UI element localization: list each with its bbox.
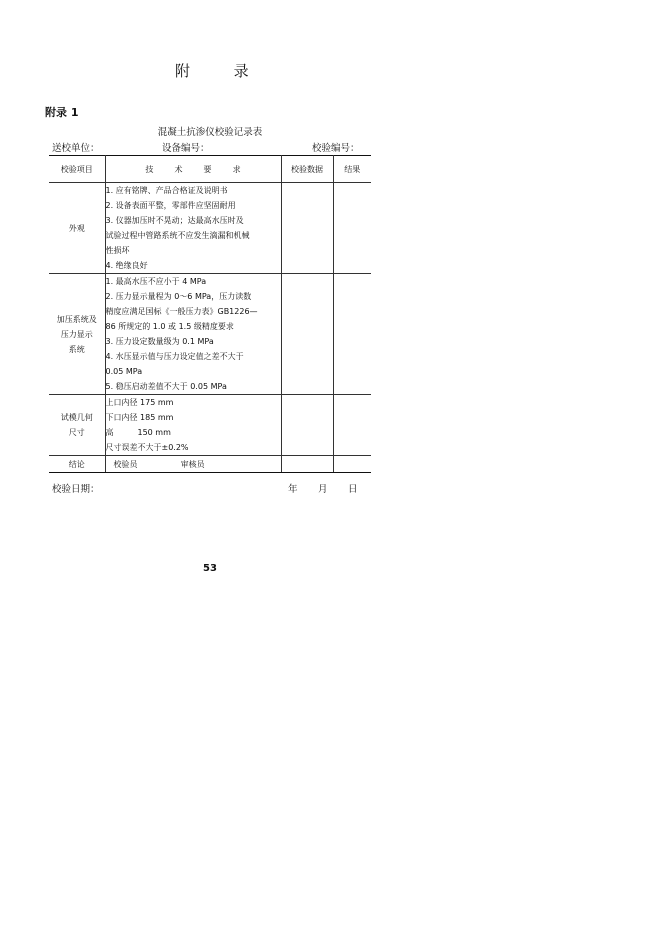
item-line: 系统	[68, 344, 85, 354]
table-header-row	[49, 156, 371, 183]
requirements-mold-dimensions	[105, 395, 281, 456]
requirement-line: 精度应满足国标《一般压力表》GB1226—	[105, 307, 258, 316]
requirement-line: 5. 稳压启动差值不大于 0.05 MPa	[105, 382, 227, 391]
page-title-char: 附	[175, 62, 191, 80]
item-line: 压力显示	[60, 329, 93, 339]
item-appearance	[49, 183, 105, 274]
data-cell	[281, 274, 333, 395]
date-row	[52, 481, 372, 495]
result-cell	[333, 456, 371, 473]
reviewer-label: 审核员	[180, 459, 205, 469]
item-pressure-system	[49, 274, 105, 395]
requirement-line: 2. 设备表面平整，零部件应坚固耐用	[105, 201, 236, 210]
data-cell	[281, 395, 333, 456]
item-line: 试模几何	[60, 413, 93, 422]
requirement-line: 3. 仪器加压时不晃动；达最高水压时及	[105, 216, 244, 225]
requirements-appearance	[105, 183, 281, 274]
signature-cell	[105, 456, 281, 473]
header-tech-char: 技	[145, 164, 154, 174]
table-row	[49, 274, 371, 395]
calibration-no-label: 校验编号：	[312, 143, 360, 154]
day-label: 日	[348, 484, 358, 495]
appendix-label: 附录 1	[45, 106, 79, 119]
sender-unit-label: 送校单位：	[52, 143, 100, 154]
requirement-line: 0.05 MPa	[105, 367, 143, 376]
requirement-line: 1. 最高水压不应小于 4 MPa	[105, 277, 207, 286]
requirement-line: 1. 应有铭牌、产品合格证及说明书	[105, 186, 228, 195]
requirement-line: 4. 水压显示值与压力设定值之差不大于	[105, 352, 244, 361]
device-no-label: 设备编号：	[162, 143, 210, 154]
calibration-record-table	[49, 155, 371, 473]
month-label: 月	[318, 484, 328, 495]
result-cell	[333, 183, 371, 274]
result-cell	[333, 274, 371, 395]
data-cell	[281, 456, 333, 473]
requirement-line: 下口内径 185 mm	[105, 413, 174, 422]
table-row	[49, 183, 371, 274]
header-result: 结果	[333, 156, 371, 183]
item-mold-dimensions	[49, 395, 105, 456]
requirement-line: 性损坏	[105, 246, 130, 255]
header-tech-char: 求	[232, 164, 241, 174]
header-item: 校验项目	[49, 156, 105, 183]
requirement-line: 86 所规定的 1.0 或 1.5 级精度要求	[105, 322, 234, 331]
table-row	[49, 395, 371, 456]
page-title-char: 录	[233, 62, 249, 80]
meta-row	[52, 140, 372, 154]
page-title	[175, 60, 255, 81]
requirement-line: 4. 绝缘良好	[105, 261, 148, 270]
requirements-pressure-system	[105, 274, 281, 395]
item-line: 外观	[68, 223, 85, 233]
result-cell	[333, 395, 371, 456]
requirement-line: 高 150 mm	[105, 428, 171, 437]
requirement-line: 试验过程中管路系统不应发生滴漏和机械	[105, 231, 250, 240]
header-tech-requirements	[105, 156, 281, 183]
header-data: 校验数据	[281, 156, 333, 183]
page-number: 53	[203, 563, 217, 574]
header-tech-char: 要	[203, 164, 212, 174]
date-label: 校验日期：	[52, 484, 100, 495]
inspector-label: 校验员	[113, 459, 138, 469]
header-tech-char: 术	[174, 164, 183, 174]
item-line: 尺寸	[68, 428, 85, 437]
requirement-line: 尺寸误差不大于±0.2%	[105, 443, 189, 452]
item-line: 加压系统及	[56, 314, 97, 324]
table-caption: 混凝土抗渗仪校验记录表	[157, 127, 263, 138]
requirement-line: 上口内径 175 mm	[105, 398, 174, 407]
requirement-line: 2. 压力显示量程为 0～6 MPa，压力读数	[105, 292, 252, 301]
year-label: 年	[288, 484, 298, 495]
conclusion-row	[49, 456, 371, 473]
conclusion-label: 结论	[49, 456, 105, 473]
requirement-line: 3. 压力设定数量级为 0.1 MPa	[105, 337, 214, 346]
data-cell	[281, 183, 333, 274]
